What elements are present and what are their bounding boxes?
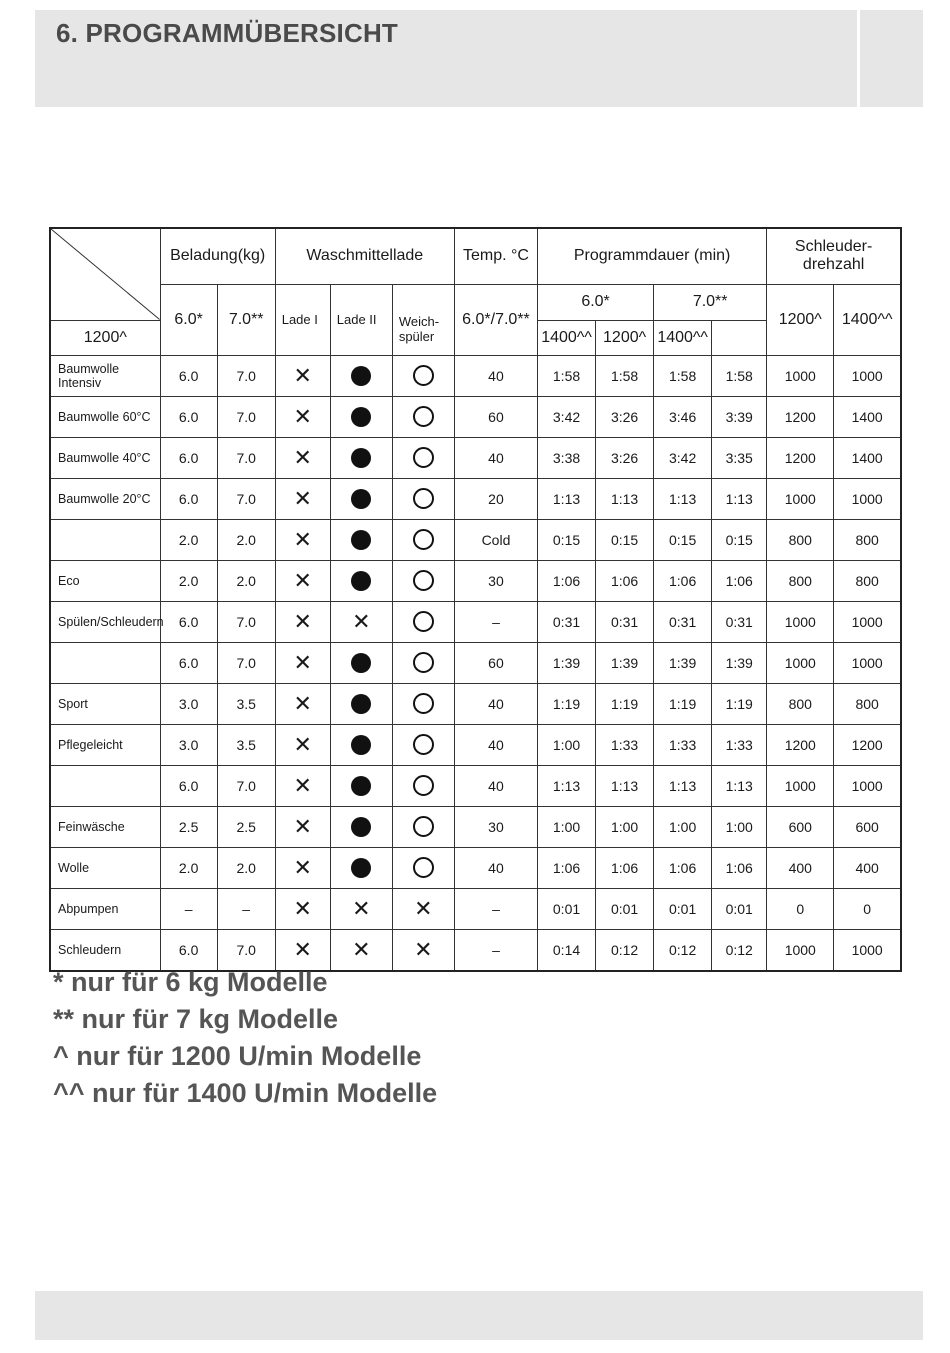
header-lade-1: Lade I xyxy=(275,284,330,355)
program-name xyxy=(50,765,160,806)
cross-icon: ✕ xyxy=(352,608,371,634)
header-temp: Temp. °C xyxy=(454,228,537,284)
filled-dot-icon xyxy=(351,366,371,386)
empty-circle-icon xyxy=(413,775,434,796)
temperature: – xyxy=(454,929,537,971)
load-7kg: 7.0 xyxy=(217,396,275,437)
temperature: 40 xyxy=(454,683,537,724)
empty-circle-icon xyxy=(413,406,434,427)
header-dur6-1200: 1200^ xyxy=(50,320,160,355)
duration-7-1200: 0:31 xyxy=(654,601,712,642)
program-name xyxy=(50,519,160,560)
duration-6-1400: 1:39 xyxy=(596,642,654,683)
duration-6-1200: 0:14 xyxy=(538,929,596,971)
duration-7-1400: 1:06 xyxy=(712,847,767,888)
duration-7-1400: 3:35 xyxy=(712,437,767,478)
table-row xyxy=(50,437,901,478)
header-load-6: 6.0* xyxy=(160,284,217,355)
duration-7-1400: 1:39 xyxy=(712,642,767,683)
lade-2-cell xyxy=(330,806,392,847)
spin-1200: 800 xyxy=(767,683,834,724)
duration-6-1200: 1:58 xyxy=(538,355,596,396)
duration-6-1200: 1:06 xyxy=(538,560,596,601)
footer-bar xyxy=(35,1291,923,1340)
cross-icon: ✕ xyxy=(293,649,312,675)
load-7kg: 7.0 xyxy=(217,478,275,519)
softener-cell xyxy=(392,437,454,478)
duration-6-1200: 1:19 xyxy=(538,683,596,724)
cross-icon: ✕ xyxy=(293,608,312,634)
program-table xyxy=(49,227,902,972)
header-dur7-1400: 1400^^ xyxy=(654,320,712,355)
softener-cell xyxy=(392,355,454,396)
duration-7-1200: 1:58 xyxy=(654,355,712,396)
filled-dot-icon xyxy=(351,653,371,673)
duration-7-1200: 1:13 xyxy=(654,478,712,519)
spin-1400: 600 xyxy=(834,806,901,847)
load-7kg: 7.0 xyxy=(217,437,275,478)
cross-icon: ✕ xyxy=(352,936,371,962)
program-name: Pflegeleicht xyxy=(50,724,160,765)
duration-6-1200: 1:13 xyxy=(538,478,596,519)
header-lade-2: Lade II xyxy=(330,284,392,355)
footnote: ** nur für 7 kg Modelle xyxy=(53,1004,339,1034)
lade-1-cell xyxy=(275,847,330,888)
load-7kg: 7.0 xyxy=(217,929,275,971)
duration-7-1200: 0:15 xyxy=(654,519,712,560)
cross-icon: ✕ xyxy=(293,936,312,962)
temperature: 40 xyxy=(454,847,537,888)
duration-7-1400: 0:31 xyxy=(712,601,767,642)
spin-1400: 1000 xyxy=(834,478,901,519)
duration-6-1400: 3:26 xyxy=(596,396,654,437)
load-6kg: 2.0 xyxy=(160,847,217,888)
header-duration-6: 6.0* xyxy=(538,284,654,320)
load-6kg: 6.0 xyxy=(160,929,217,971)
lade-2-cell xyxy=(330,437,392,478)
header-temp-models: 6.0*/7.0** xyxy=(454,284,537,355)
cross-icon: ✕ xyxy=(293,813,312,839)
empty-circle-icon xyxy=(413,365,434,386)
spin-1200: 1200 xyxy=(767,437,834,478)
lade-2-cell xyxy=(330,724,392,765)
duration-7-1400: 0:15 xyxy=(712,519,767,560)
footnote: ^^ nur für 1400 U/min Modelle xyxy=(53,1078,438,1108)
load-6kg: 6.0 xyxy=(160,437,217,478)
duration-7-1200: 3:46 xyxy=(654,396,712,437)
duration-6-1400: 1:13 xyxy=(596,765,654,806)
header-divider xyxy=(857,10,860,107)
softener-cell xyxy=(392,683,454,724)
lade-1-cell xyxy=(275,601,330,642)
load-6kg: 2.0 xyxy=(160,560,217,601)
empty-circle-icon xyxy=(413,734,434,755)
softener-cell xyxy=(392,642,454,683)
spin-1400: 800 xyxy=(834,519,901,560)
temperature: 30 xyxy=(454,806,537,847)
temperature: – xyxy=(454,888,537,929)
load-6kg: 6.0 xyxy=(160,601,217,642)
spin-1400: 1400 xyxy=(834,396,901,437)
load-7kg: 7.0 xyxy=(217,355,275,396)
lade-1-cell xyxy=(275,806,330,847)
duration-6-1200: 0:15 xyxy=(538,519,596,560)
cross-icon: ✕ xyxy=(293,854,312,880)
page-title: 6. PROGRAMMÜBERSICHT xyxy=(56,18,399,48)
duration-6-1200: 1:13 xyxy=(538,765,596,806)
lade-2-cell xyxy=(330,847,392,888)
lade-1-cell xyxy=(275,888,330,929)
load-6kg: 3.0 xyxy=(160,683,217,724)
empty-circle-icon xyxy=(413,652,434,673)
spin-1400: 1400 xyxy=(834,437,901,478)
footnote: ^ nur für 1200 U/min Modelle xyxy=(53,1041,422,1071)
empty-circle-icon xyxy=(413,570,434,591)
program-name xyxy=(50,642,160,683)
duration-7-1200: 0:12 xyxy=(654,929,712,971)
lade-1-cell xyxy=(275,355,330,396)
duration-7-1400: 1:00 xyxy=(712,806,767,847)
lade-2-cell xyxy=(330,519,392,560)
duration-7-1200: 0:01 xyxy=(654,888,712,929)
temperature: 40 xyxy=(454,765,537,806)
duration-6-1200: 1:00 xyxy=(538,724,596,765)
load-6kg: 2.0 xyxy=(160,519,217,560)
duration-6-1200: 3:38 xyxy=(538,437,596,478)
spin-1400: 1000 xyxy=(834,929,901,971)
duration-7-1200: 1:00 xyxy=(654,806,712,847)
spin-1200: 1000 xyxy=(767,642,834,683)
table-row xyxy=(50,355,901,396)
load-6kg: 6.0 xyxy=(160,765,217,806)
cross-icon: ✕ xyxy=(293,567,312,593)
temperature: 60 xyxy=(454,642,537,683)
load-7kg: 3.5 xyxy=(217,683,275,724)
softener-cell xyxy=(392,519,454,560)
temperature: – xyxy=(454,601,537,642)
duration-6-1400: 0:15 xyxy=(596,519,654,560)
header-dur7-1200: 1200^ xyxy=(596,320,654,355)
program-name: Wolle xyxy=(50,847,160,888)
spin-1200: 0 xyxy=(767,888,834,929)
cross-icon: ✕ xyxy=(293,731,312,757)
header-detergent: Waschmittellade xyxy=(275,228,454,284)
spin-1400: 1200 xyxy=(834,724,901,765)
header-duration-7: 7.0** xyxy=(654,284,767,320)
softener-cell xyxy=(392,560,454,601)
duration-7-1400: 0:01 xyxy=(712,888,767,929)
footnote: * nur für 6 kg Modelle xyxy=(53,967,328,997)
spin-1400: 1000 xyxy=(834,765,901,806)
filled-dot-icon xyxy=(351,448,371,468)
header-load-7: 7.0** xyxy=(217,284,275,355)
duration-7-1200: 1:19 xyxy=(654,683,712,724)
temperature: 60 xyxy=(454,396,537,437)
load-7kg: 2.5 xyxy=(217,806,275,847)
lade-1-cell xyxy=(275,560,330,601)
duration-6-1200: 3:42 xyxy=(538,396,596,437)
lade-2-cell xyxy=(330,601,392,642)
duration-6-1400: 0:12 xyxy=(596,929,654,971)
program-name: Schleudern xyxy=(50,929,160,971)
spin-1200: 800 xyxy=(767,519,834,560)
header-dur6-1400: 1400^^ xyxy=(538,320,596,355)
program-name: Abpumpen xyxy=(50,888,160,929)
temperature: 40 xyxy=(454,437,537,478)
load-6kg: 2.5 xyxy=(160,806,217,847)
duration-7-1200: 1:06 xyxy=(654,560,712,601)
spin-1400: 0 xyxy=(834,888,901,929)
load-7kg: 2.0 xyxy=(217,560,275,601)
load-7kg: 7.0 xyxy=(217,642,275,683)
footnotes xyxy=(53,964,437,1112)
cross-icon: ✕ xyxy=(293,895,312,921)
load-6kg: – xyxy=(160,888,217,929)
corner-cell xyxy=(50,228,160,320)
lade-2-cell xyxy=(330,683,392,724)
table-row xyxy=(50,560,901,601)
lade-2-cell xyxy=(330,355,392,396)
duration-7-1400: 1:13 xyxy=(712,765,767,806)
lade-1-cell xyxy=(275,642,330,683)
duration-7-1200: 1:33 xyxy=(654,724,712,765)
softener-cell xyxy=(392,601,454,642)
temperature: 30 xyxy=(454,560,537,601)
table-row xyxy=(50,847,901,888)
empty-circle-icon xyxy=(413,529,434,550)
duration-6-1400: 1:19 xyxy=(596,683,654,724)
program-name: Baumwolle 40°C xyxy=(50,437,160,478)
softener-cell xyxy=(392,765,454,806)
duration-6-1200: 1:00 xyxy=(538,806,596,847)
spin-1200: 1200 xyxy=(767,724,834,765)
load-7kg: 2.0 xyxy=(217,847,275,888)
table-row xyxy=(50,765,901,806)
temperature: 40 xyxy=(454,724,537,765)
load-7kg: 7.0 xyxy=(217,765,275,806)
spin-1400: 400 xyxy=(834,847,901,888)
filled-dot-icon xyxy=(351,407,371,427)
softener-cell xyxy=(392,478,454,519)
duration-6-1400: 1:58 xyxy=(596,355,654,396)
spin-1200: 1000 xyxy=(767,355,834,396)
load-6kg: 6.0 xyxy=(160,642,217,683)
table-row xyxy=(50,888,901,929)
empty-circle-icon xyxy=(413,611,434,632)
duration-6-1200: 0:31 xyxy=(538,601,596,642)
empty-circle-icon xyxy=(413,816,434,837)
table-row xyxy=(50,478,901,519)
spin-1200: 1000 xyxy=(767,929,834,971)
lade-2-cell xyxy=(330,765,392,806)
duration-7-1400: 1:06 xyxy=(712,560,767,601)
duration-6-1400: 1:06 xyxy=(596,560,654,601)
cross-icon: ✕ xyxy=(293,444,312,470)
filled-dot-icon xyxy=(351,858,371,878)
empty-circle-icon xyxy=(413,857,434,878)
lade-1-cell xyxy=(275,683,330,724)
header-softener: Weich- spüler xyxy=(392,284,454,355)
spin-1400: 1000 xyxy=(834,642,901,683)
duration-6-1400: 1:13 xyxy=(596,478,654,519)
empty-circle-icon xyxy=(413,488,434,509)
lade-1-cell xyxy=(275,765,330,806)
lade-1-cell xyxy=(275,478,330,519)
load-6kg: 6.0 xyxy=(160,478,217,519)
diagonal-line-icon xyxy=(51,229,160,320)
duration-7-1200: 3:42 xyxy=(654,437,712,478)
temperature: 20 xyxy=(454,478,537,519)
filled-dot-icon xyxy=(351,694,371,714)
duration-6-1200: 1:39 xyxy=(538,642,596,683)
lade-1-cell xyxy=(275,437,330,478)
cross-icon: ✕ xyxy=(293,362,312,388)
duration-6-1200: 0:01 xyxy=(538,888,596,929)
duration-7-1400: 0:12 xyxy=(712,929,767,971)
filled-dot-icon xyxy=(351,776,371,796)
temperature: 40 xyxy=(454,355,537,396)
program-name: Baumwolle Intensiv xyxy=(50,355,160,396)
filled-dot-icon xyxy=(351,530,371,550)
table-row xyxy=(50,601,901,642)
spin-1200: 1000 xyxy=(767,478,834,519)
table-row xyxy=(50,683,901,724)
lade-1-cell xyxy=(275,519,330,560)
table-row xyxy=(50,642,901,683)
spin-1400: 800 xyxy=(834,560,901,601)
program-name: Sport xyxy=(50,683,160,724)
cross-icon: ✕ xyxy=(293,772,312,798)
spin-1200: 800 xyxy=(767,560,834,601)
duration-6-1400: 0:31 xyxy=(596,601,654,642)
load-7kg: 7.0 xyxy=(217,601,275,642)
duration-6-1400: 0:01 xyxy=(596,888,654,929)
cross-icon: ✕ xyxy=(293,690,312,716)
duration-6-1400: 1:06 xyxy=(596,847,654,888)
cross-icon: ✕ xyxy=(414,936,433,962)
lade-2-cell xyxy=(330,396,392,437)
load-6kg: 3.0 xyxy=(160,724,217,765)
spin-1200: 1000 xyxy=(767,765,834,806)
program-name: Eco xyxy=(50,560,160,601)
cross-icon: ✕ xyxy=(414,895,433,921)
duration-7-1400: 1:19 xyxy=(712,683,767,724)
temperature: Cold xyxy=(454,519,537,560)
program-name: Baumwolle 60°C xyxy=(50,396,160,437)
spin-1400: 1000 xyxy=(834,601,901,642)
table-row xyxy=(50,806,901,847)
softener-cell xyxy=(392,806,454,847)
duration-7-1200: 1:06 xyxy=(654,847,712,888)
header-loading: Beladung(kg) xyxy=(160,228,275,284)
header-spin: Schleuder- drehzahl xyxy=(767,228,901,284)
table-row xyxy=(50,519,901,560)
filled-dot-icon xyxy=(351,571,371,591)
load-7kg: 2.0 xyxy=(217,519,275,560)
header-spin-1400: 1400^^ xyxy=(834,284,901,355)
table-row xyxy=(50,724,901,765)
duration-6-1400: 1:33 xyxy=(596,724,654,765)
lade-2-cell xyxy=(330,888,392,929)
program-name: Spülen/Schleudern xyxy=(50,601,160,642)
lade-2-cell xyxy=(330,642,392,683)
spin-1200: 600 xyxy=(767,806,834,847)
duration-7-1400: 1:58 xyxy=(712,355,767,396)
softener-cell xyxy=(392,396,454,437)
duration-7-1200: 1:13 xyxy=(654,765,712,806)
cross-icon: ✕ xyxy=(293,526,312,552)
duration-7-1200: 1:39 xyxy=(654,642,712,683)
header-duration: Programmdauer (min) xyxy=(538,228,767,284)
softener-cell xyxy=(392,847,454,888)
cross-icon: ✕ xyxy=(293,485,312,511)
table-row xyxy=(50,396,901,437)
duration-6-1400: 3:26 xyxy=(596,437,654,478)
softener-cell xyxy=(392,724,454,765)
lade-2-cell xyxy=(330,478,392,519)
empty-circle-icon xyxy=(413,693,434,714)
lade-2-cell xyxy=(330,560,392,601)
load-7kg: – xyxy=(217,888,275,929)
duration-7-1400: 1:13 xyxy=(712,478,767,519)
lade-1-cell xyxy=(275,396,330,437)
filled-dot-icon xyxy=(351,489,371,509)
lade-1-cell xyxy=(275,724,330,765)
header-spin-1200: 1200^ xyxy=(767,284,834,355)
duration-7-1400: 3:39 xyxy=(712,396,767,437)
cross-icon: ✕ xyxy=(293,403,312,429)
duration-7-1400: 1:33 xyxy=(712,724,767,765)
spin-1200: 1200 xyxy=(767,396,834,437)
empty-circle-icon xyxy=(413,447,434,468)
spin-1200: 400 xyxy=(767,847,834,888)
filled-dot-icon xyxy=(351,817,371,837)
load-6kg: 6.0 xyxy=(160,396,217,437)
spin-1200: 1000 xyxy=(767,601,834,642)
softener-cell xyxy=(392,888,454,929)
program-name: Feinwäsche xyxy=(50,806,160,847)
duration-6-1400: 1:00 xyxy=(596,806,654,847)
program-name: Baumwolle 20°C xyxy=(50,478,160,519)
duration-6-1200: 1:06 xyxy=(538,847,596,888)
spin-1400: 1000 xyxy=(834,355,901,396)
cross-icon: ✕ xyxy=(352,895,371,921)
load-6kg: 6.0 xyxy=(160,355,217,396)
filled-dot-icon xyxy=(351,735,371,755)
load-7kg: 3.5 xyxy=(217,724,275,765)
spin-1400: 800 xyxy=(834,683,901,724)
